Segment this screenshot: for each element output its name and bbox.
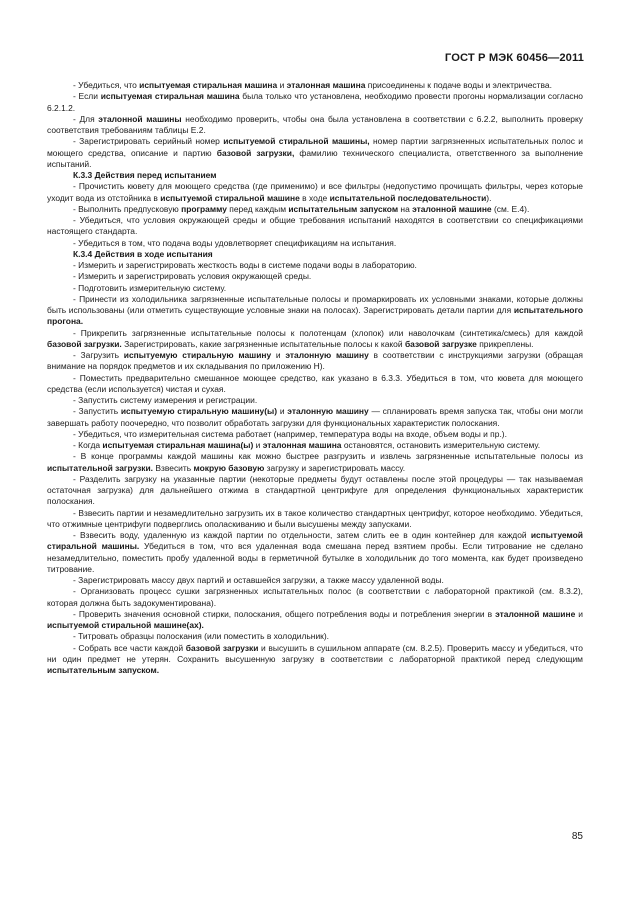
text-run: - Запустить [73,406,121,417]
paragraph [47,114,583,137]
text-run: - Загрузить [73,350,124,360]
emphasized-term: испытуемой стиральной машины. [47,530,583,552]
text-run: ). [486,192,492,203]
emphasized-term: испытательным запуском. [47,665,160,675]
emphasized-term: испытуемую стиральную машину(ы) [120,406,278,417]
emphasized-term: мокрую базовую [193,462,265,473]
emphasized-term: испытуемую стиральную машину [123,350,272,360]
emphasized-term: испытательного прогона. [47,305,583,327]
paragraph [47,631,583,642]
text-run: — спланировать время запуска так, чтобы они могли завершать работу поочередно, что позволит обработать загрузки для функциональных характеристик полоскания. [47,406,583,428]
document-header-standard-id: ГОСТ Р МЭК 60456—2011 [444,52,584,64]
emphasized-term: базовой загрузке [404,338,477,349]
emphasized-term: эталонной машине [412,203,492,214]
paragraph [47,451,583,474]
emphasized-term: испытуемой стиральной машине(ах). [47,620,204,630]
text-run: - Если [73,91,101,102]
text-run: и [277,406,288,417]
paragraph [47,429,583,440]
paragraph [47,609,583,632]
text-run: фамилию технического специалиста, ответственного за выполнение испытаний. [47,147,583,169]
text-run: - Выполнить предпусковую [73,203,182,214]
paragraph [47,136,583,170]
text-run: на [398,203,413,214]
text-run: - Прочистить кювету для моющего средства (где применимо) и все фильтры (недопустимо прочищать фильтры, через которые уходит вода из отстойника в [47,181,583,203]
page-number: 85 [571,831,583,842]
text-run: - Зарегистрировать серийный номер [73,136,224,147]
paragraph [47,328,583,351]
paragraph [47,575,583,586]
emphasized-term: испытуемая стиральная машина [139,80,278,90]
text-run: - Измерить и зарегистрировать условия окружающей среды. [73,271,312,282]
text-run: - Взвесить партии и незамедлительно загрузить их в такое количество стандартных центрифуг, которое необходимо. Убедиться, что отжимные центрифуги подверглись ополаскиванию и были высушены между запусками. [47,507,583,529]
emphasized-term: К.3.3 Действия перед испытанием [73,170,217,180]
emphasized-term: К.3.4 Действия в ходе испытания [73,248,213,259]
paragraph [47,238,583,249]
text-run: присоединены к подаче воды и электричества. [365,80,552,90]
paragraph [47,530,583,575]
text-run: и [271,350,286,360]
emphasized-term: программу [181,203,227,214]
text-run: - Запустить систему измерения и регистрации. [73,395,258,405]
paragraph [47,204,583,215]
emphasized-term: испытательным запуском [288,203,399,214]
paragraph [47,440,583,451]
emphasized-term: эталонной машине [495,608,576,619]
emphasized-term: испытуемая стиральная машина(ы) [102,440,254,450]
paragraph [47,373,583,396]
page-body [47,80,583,676]
text-run: и [277,80,287,90]
text-run: была только что установлена, необходимо провести прогоны нормализации согласно 6.2.1.2. [47,91,583,113]
emphasized-term: испытательной последовательности [329,192,487,203]
paragraph [47,350,583,373]
paragraph [47,283,583,294]
emphasized-term: базовой загрузки. [47,338,122,349]
text-run: - Убедиться в том, что подача воды удовлетворяет спецификациям на испытания. [73,237,397,248]
paragraph [47,260,583,271]
text-run: - Разделить загрузку на указанные партии (некоторые предметы будут оставлены после этой процедуры — так называемая остаточная загрузка) для дальнейшего отжима в стандартной центрифуге для определения функциональных характеристик полоскания. [47,473,583,507]
text-run: - Организовать процесс сушки загрязненных испытательных полос (в соответствии с лабораторной практикой (см. 8.3.2), которая должна быть задокументирована). [47,586,583,608]
emphasized-term: базовой загрузки, [216,147,295,158]
text-run: и [253,440,263,450]
paragraph [47,474,583,508]
text-run: - Подготовить измерительную систему. [73,282,227,293]
text-run: - Проверить значения основной стирки, полоскания, общего потребления воды и потребления энергии в [73,608,496,619]
text-run: в ходе [299,192,330,203]
section-heading [47,170,583,181]
emphasized-term: испытуемой стиральной машине [160,192,300,203]
text-run: - Взвесить воду, удаленную из каждой партии по отдельности, затем слить ее в один контейнер для каждой [73,530,531,540]
text-run: - Собрать все части каждой [73,642,186,653]
paragraph [47,215,583,238]
emphasized-term: испытательной загрузки. [47,462,154,473]
paragraph [47,508,583,531]
emphasized-term: эталонной машины [98,113,182,124]
text-run: остановятся, остановить измерительную систему. [341,440,541,450]
paragraph [47,91,583,114]
paragraph [47,643,583,677]
emphasized-term: эталонная машина [286,80,366,90]
text-run: - Измерить и зарегистрировать жесткость воды в системе подачи воды в лабораторию. [73,260,417,270]
text-run: - В конце программы каждой машины как можно быстрее разгрузить и извлечь загрязненные испытательные полосы из [73,451,583,462]
emphasized-term: эталонная машина [262,440,342,450]
text-run: загрузку и зарегистрировать массу. [264,462,406,473]
text-run: и [575,608,584,619]
emphasized-term: эталонную машину [285,350,369,360]
paragraph [47,181,583,204]
paragraph [47,406,583,429]
paragraph [47,294,583,328]
text-run: и высушить в сушильном аппарате (см. 8.2.5). Проверить массу и убедиться, что ни один предмет не утерян. Сохранить высушенную загрузку в соответствии с лабораторной практикой перед следующим [47,642,583,664]
emphasized-term: базовой загрузки [185,642,259,653]
paragraph [47,271,583,282]
paragraph [47,586,583,609]
emphasized-term: испытуемая стиральная машина [100,91,240,102]
text-run: - Когда [73,440,103,450]
text-run: номер партии загрязненных испытательных полос и моющего средства, описание и партию [47,136,583,158]
text-run: - Убедиться, что условия окружающей среды и общие требования испытаний находятся в соответствии со спецификациями настоящего стандарта. [47,215,583,237]
text-run: (см. Е.4). [491,203,530,214]
text-run: прикреплены. [476,338,534,349]
section-heading [47,249,583,260]
emphasized-term: испытуемой стиральной машины, [223,136,370,147]
text-run: - Для [73,113,99,124]
text-run: Убедиться в том, что вся удаленная вода смешана перед взятием пробы. Если титрование не сделано незамедлительно, поместить пробу удаленной воды в герметичной бутылке в холодильник до того момента, как будет произведено титрование. [47,541,583,574]
text-run: Взвесить [153,462,194,473]
paragraph [47,80,583,91]
text-run: - Убедиться, что [73,80,140,90]
text-run: перед каждым [226,203,289,214]
text-run: Зарегистрировать, какие загрязненные испытательные полосы к какой [121,338,405,349]
paragraph [47,395,583,406]
text-run: - Убедиться, что измерительная система работает (например, температура воды на входе, объем воды и пр.). [73,428,507,439]
text-run: - Титровать образцы полоскания (или поместить в холодильник). [73,631,329,642]
text-run: - Принести из холодильника загрязненные испытательные полосы и промаркировать их условными знаками, которые должны быть использованы (или отметить существующие условные знаки на полосах). Зарегистрировать детали партии для [47,293,583,315]
text-run: - Поместить предварительно смешанное моющее средство, как указано в 6.3.3. Убедиться в том, что кювета для моющего средства (если используется) чистая и сухая. [47,372,583,394]
text-run: - Зарегистрировать массу двух партий и оставшейся загрузки, а также массу удаленной воды. [73,575,444,585]
emphasized-term: эталонную машину [287,406,369,417]
text-run: в соответствии с инструкциями загрузки (обращая внимание на порядок предметов и их складывания по приложению Н). [47,350,584,372]
text-run: - Прикрепить загрязненные испытательные полосы к полотенцам (хлопок) или наволочкам (синтетика/смесь) для каждой [73,327,583,338]
text-run: необходимо проверить, чтобы она была установлена в соответствии с 6.2.2, выполнить проверку соответствия требованиям таблицы Е.2. [47,113,583,135]
